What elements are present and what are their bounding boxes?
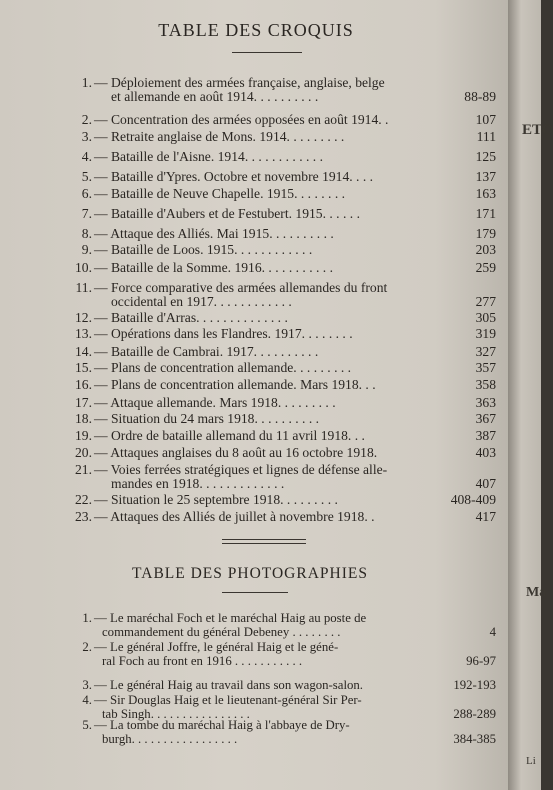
entry-text: commandement du général Debeney . . . . . . . . [102,625,341,639]
page-number: 408-409 [450,492,496,507]
entry-text: ral Foch au front en 1916 . . . . . . . . . . . [102,654,303,668]
entry-number: 15. [75,360,92,375]
entry-text: — Plans de concentration allemande. Mars 1918. . . [94,377,376,392]
entry-number: 21. [75,462,92,477]
entry-text: — Situation le 25 septembre 1918. . . . . . . . . [94,492,338,507]
entry-text: occidental en 1917. . . . . . . . . . . . [111,294,292,309]
page-number: 179 [475,226,496,241]
entry-text: — Attaque allemande. Mars 1918. . . . . . . . . [94,395,336,410]
entry-text: — Bataille de Cambrai. 1917. . . . . . . . . . [94,344,319,359]
page-number: 327 [475,344,496,359]
page-number: 4 [489,625,496,639]
entry-number: 7. [81,206,92,221]
entry-text: — Sir Douglas Haig et le lieutenant-général Sir Per- [94,693,362,707]
entry-number: 3. [82,678,92,692]
entry-text: — Retraite anglaise de Mons. 1914. . . . . . . . . [94,129,345,144]
entry-number: 23. [75,509,92,524]
entry-text: tab Singh. . . . . . . . . . . . . . . . [102,707,250,721]
page-number: 384-385 [453,732,496,746]
entry-number: 6. [81,186,92,201]
page-number: 171 [475,206,496,221]
entry-text: — Le maréchal Foch et le maréchal Haig au poste de [94,611,367,625]
entry-text: — Bataille de Neuve Chapelle. 1915. . . . . . . . [94,186,346,201]
page-number: 407 [475,476,496,491]
entry-text: mandes en 1918. . . . . . . . . . . . . [111,476,285,491]
entry-number: 18. [75,411,92,426]
entry-number: 11. [75,280,92,295]
page-number: 319 [475,326,496,341]
entry-number: 4. [81,149,92,164]
entry-text: — Attaques des Alliés de juillet à novembre 1918. . [94,509,375,524]
entry-text: — Bataille d'Ypres. Octobre et novembre 1914. . . . [94,169,374,184]
entry-text: et allemande en août 1914. . . . . . . . . . [111,89,319,104]
entry-number: 12. [75,310,92,325]
entry-text: — Force comparative des armées allemandes du front [94,280,388,295]
entry-number: 5. [81,169,92,184]
entry-number: 2. [82,640,92,654]
page-number: 137 [475,169,496,184]
adjacent-page-fragment: Li [526,755,536,767]
entry-text: — Attaque des Alliés. Mai 1915. . . . . . . . . . [94,226,334,241]
entry-number: 14. [75,344,92,359]
entry-number: 1. [82,611,92,625]
entry-text: — Bataille de Loos. 1915. . . . . . . . . . . . [94,242,313,257]
entry-text: — Bataille d'Arras. . . . . . . . . . . . . . [94,310,288,325]
page-number: 125 [475,149,496,164]
page-number: 203 [475,242,496,257]
entry-text: — Ordre de bataille allemand du 11 avril 1918. . . [94,428,365,443]
entry-text: — Bataille d'Aubers et de Festubert. 1915. . . . . . [94,206,360,221]
entry-number: 2. [81,112,92,127]
entry-text: — Situation du 24 mars 1918. . . . . . . . . . [94,411,320,426]
entry-number: 4. [82,693,92,707]
entry-number: 10. [75,260,92,275]
page-number: 358 [475,377,496,392]
page-number: 417 [475,509,496,524]
entry-text: — Concentration des armées opposées en août 1914. . [94,112,389,127]
page-number: 357 [475,360,496,375]
entry-text: — Plans de concentration allemande. . . . . . . . . [94,360,352,375]
entry-number: 19. [75,428,92,443]
entry-text: — Le général Haig au travail dans son wagon-salon. [94,678,364,692]
entry-text: — Le général Joffre, le général Haig et le géné- [94,640,339,654]
page-number: 387 [475,428,496,443]
page-number: 192-193 [453,678,496,692]
entry-text: — Voies ferrées stratégiques et lignes de défense alle- [94,462,388,477]
entry-number: 17. [75,395,92,410]
entry-text: — La tombe du maréchal Haig à l'abbaye de Dry- [94,718,350,732]
entry-text: — Opérations dans les Flandres. 1917. . . . . . . . [94,326,353,341]
photographies-title: TABLE DES PHOTOGRAPHIES [132,565,368,582]
page-number: 363 [475,395,496,410]
entry-number: 8. [81,226,92,241]
entry-number: 22. [75,492,92,507]
entry-text: — Bataille de l'Aisne. 1914. . . . . . . . . . . . [94,149,323,164]
page-number: 88-89 [464,89,496,104]
page-number: 367 [475,411,496,426]
adjacent-page-fragment: ETO [522,122,553,138]
entry-number: 1. [81,75,92,90]
entry-text: — Attaques anglaises du 8 août au 16 octobre 1918. [94,445,378,460]
entry-text: — Bataille de la Somme. 1916. . . . . . . . . . . [94,260,333,275]
page-number: 277 [475,294,496,309]
entry-number: 16. [75,377,92,392]
adjacent-page [508,0,553,790]
page-number: 96-97 [466,654,496,668]
entry-number: 13. [75,326,92,341]
page-number: 403 [475,445,496,460]
page-number: 305 [475,310,496,325]
page-number: 259 [475,260,496,275]
croquis-title: TABLE DES CROQUIS [158,20,354,40]
page-number: 288-289 [453,707,496,721]
adjacent-page-fragment: Ma [526,585,547,600]
entry-number: 20. [75,445,92,460]
entry-text: burgh. . . . . . . . . . . . . . . . . [102,732,238,746]
entry-number: 5. [82,718,92,732]
page-number: 111 [476,129,496,144]
page-number: 163 [475,186,496,201]
entry-number: 3. [81,129,92,144]
entry-text: — Déploiement des armées française, anglaise, belge [94,75,385,90]
entry-number: 9. [81,242,92,257]
page-number: 107 [475,112,496,127]
